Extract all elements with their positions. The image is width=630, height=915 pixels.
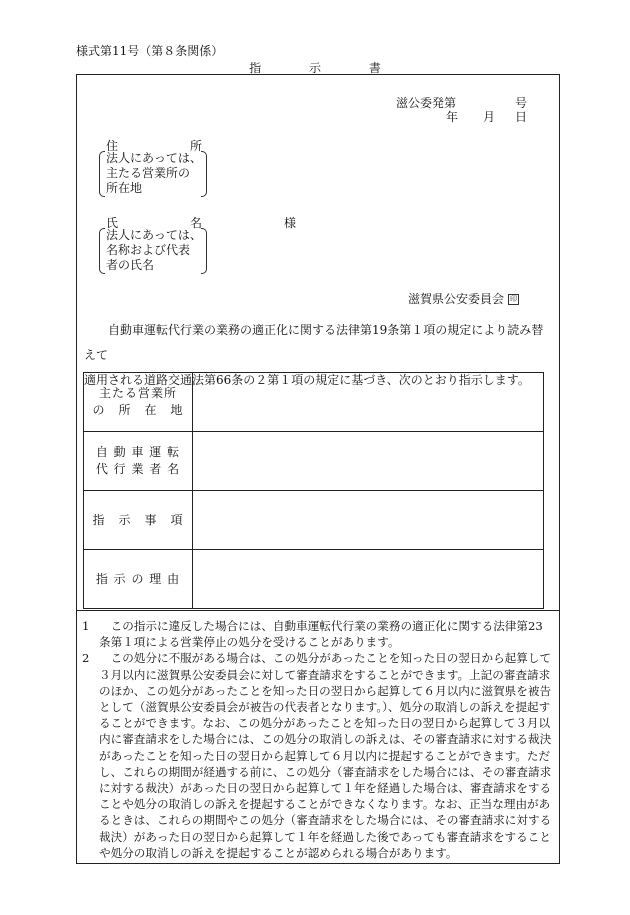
form-number: 様式第11号（第８条関係） (76, 44, 224, 58)
name-honorific: 様 (284, 216, 297, 230)
issuer-name: 滋賀県公安委員会 (408, 292, 505, 306)
doc-number-suffix: 号 (515, 96, 528, 110)
body-line: 適用される道路交通法第66条の２第１項の規定に基づき、次のとおり指示します。 (84, 373, 530, 387)
note-text: この処分に不服がある場合は、この処分があったことを知った日の翌日から起算して３月以内に滋賀県公安委員会に対して審査請求をすることができます。上記の審査請求のほか、この処分があったことを知った日の翌日から起算して６月以内に滋賀県を被告として（滋賀県公安委員会が被告の代表者となります。）、処分の取消しの訴えを提起することができます。なお、この処分があったことを知った日の翌日から起算して３月以内に審査請求をした場合には、この処分の取消しの訴えは、その審査請求に対する裁決があったことを知った日の翌日から起算して６月以内に提起することができます。ただし、これらの期間が経過する前に、この処分（審査請求をした場合には、その審査請求に対する裁決）があった日の翌日から起算して１年を経過した場合は、審査請求をすることや処分の取消しの訴えを提起することができなくなります。なお、正当な理由があるときは、これらの期間やこの処分（審査請求をした場合には、その審査請求に対する裁決）があった日の翌日から起算して１年を経過した後であっても審査請求をすることや処分の取消しの訴えを提起することが認められる場合があります。 (99, 651, 552, 860)
title-char: 書 (368, 61, 381, 75)
row-label-office-location: 主たる営業所 の 所 在 地 (84, 373, 193, 432)
row-label-operator-name: 自 動 車 運 転 代 行 業 者 名 (84, 432, 193, 491)
note-number: 1 (82, 619, 90, 633)
seal-icon: 印 (510, 295, 518, 303)
table-row (84, 373, 544, 432)
issuer (408, 290, 519, 307)
operator-name-value[interactable] (193, 432, 544, 491)
address-label-b: 所 (190, 139, 203, 153)
date-month: 月 (483, 110, 496, 124)
address-label-a: 住 (106, 139, 119, 153)
row-label-instruction-reason: 指 示 の 理 由 (84, 550, 193, 609)
notes-divider (76, 610, 560, 611)
table-row (84, 550, 544, 609)
notes (80, 618, 554, 861)
title-char: 指 (249, 61, 262, 75)
note-item (80, 650, 554, 861)
name-label-b: 名 (190, 216, 203, 230)
bracket-left (99, 151, 105, 197)
doc-number-prefix: 滋公委発第 (396, 96, 457, 110)
instruction-items-value[interactable] (193, 491, 544, 550)
name-label-a: 氏 (106, 216, 119, 230)
address-note: 法人にあっては、 主たる営業所の 所在地 (106, 151, 202, 195)
instruction-table (83, 372, 544, 609)
body-line: 自動車運転代行業の業務の適正化に関する法律第19条第１項の規定により読み替えて (84, 323, 544, 362)
bracket-left (99, 228, 105, 274)
note-text: この指示に違反した場合には、自動車運転代行業の業務の適正化に関する法律第23条第１項による営業停止の処分を受けることがあります。 (99, 619, 543, 650)
date-day: 日 (515, 110, 528, 124)
date-year: 年 (446, 110, 459, 124)
title-char: 示 (308, 61, 321, 75)
office-location-value[interactable] (193, 373, 544, 432)
table-row (84, 491, 544, 550)
note-item (80, 618, 554, 650)
instruction-reason-value[interactable] (193, 550, 544, 609)
note-number: 2 (82, 651, 90, 666)
table-row (84, 432, 544, 491)
row-label-instruction-items: 指 示 事 項 (84, 491, 193, 550)
name-note: 法人にあっては、 名称および代表 者の氏名 (106, 228, 202, 272)
